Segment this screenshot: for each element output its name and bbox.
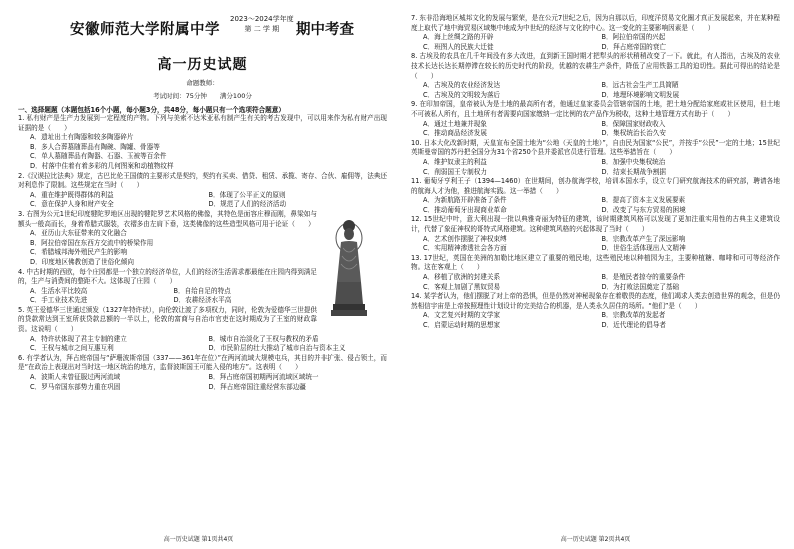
exam-info: 考试时间：75分钟 满分100分	[153, 92, 252, 100]
q14-option-b: B．宗教改革的发起者	[601, 311, 666, 320]
q8-option-d: D．地理环境影响文明发展	[601, 90, 680, 99]
q2-option-a: A．重在维护既得群体的利益	[30, 190, 114, 199]
q2-option-b: B．体现了公平正义的原则	[208, 190, 286, 199]
q13-option-a: A．移植了欧洲的封建关系	[423, 273, 501, 282]
q9-option-d: D．集权统治长治久安	[601, 129, 666, 138]
school-name: 安徽师范大学附属中学	[70, 21, 220, 38]
q5-options-row2	[30, 344, 387, 354]
q12-option-b: B．宗教改革产生了深远影响	[601, 234, 686, 243]
q14-option-c: C．启蒙运动时期的思想家	[423, 321, 501, 329]
q2-options-row1	[30, 191, 387, 201]
q4-options-row1	[30, 287, 317, 297]
section-heading: 一、选择题题（本题包括16个小题，每小题3分，共48分，每小题只有一个选项符合题意）	[18, 106, 285, 114]
q3-option-a: A．亚历山大东征带来的文化融合	[30, 229, 127, 238]
q11-option-b: B．提高了资本主义发展要素	[601, 196, 686, 205]
q13-option-d: D．为打败法国奠定了基础	[601, 282, 680, 291]
q13-option-c: C．客观上加剧了黑奴贸易	[423, 282, 501, 291]
q10-option-c: C．削弱国王专制权力	[423, 167, 487, 176]
q9-options-row2	[423, 129, 780, 139]
q14-options-row2	[423, 321, 780, 331]
q11-option-a: A．为新航路开辟准备了条件	[423, 196, 507, 205]
q14-options-row1	[423, 311, 780, 321]
q9-option-a: A．通过土地兼并现象	[423, 119, 487, 128]
q10-option-d: D．结束长期战争割据	[601, 167, 666, 176]
q7-option-d: D．拜占庭帝国的衰亡	[601, 42, 666, 51]
q1-option-c: C．单人墓随葬品有陶器、石器、玉被等百余件	[30, 152, 167, 161]
q13-options-row1	[423, 273, 780, 283]
q11-option-c: C．推动葡萄牙出现商业革命	[423, 205, 507, 214]
q5-option-c: C．王权与城市之间互惠互利	[30, 344, 114, 353]
q4-option-d: D．农耕经济水平高	[173, 296, 232, 305]
q10-options-row2	[423, 168, 780, 178]
question-5: 5. 英王爱德华三世通过颁发（1327年特许状），向伦敦让渡了多项权力，同时，伦敦为爱德华三世提供的贷款常达到王室所获贷款总额的一半以上，伦敦的富商与自治市官吏在这时期成为了王室的财政靠资。这说明（ ）	[18, 305, 317, 334]
page-footer-left: 高一历史试题 第1页共4页	[163, 536, 234, 543]
q13-option-b: B．是殖民者掠夺的重要条件	[601, 273, 686, 282]
q2-option-d: D．规范了人们的经济活动	[208, 200, 287, 209]
q7-options-row1	[423, 33, 780, 43]
question-10: 10. 日本大化改新时期，天皇宣布全国土地为“公地（天皇的土地）”，自由民为国家“公民”，并按手“公民”一定的土地；15世纪英斯曼帝国的苏丹把全国分为31个省250个县并委派官员进行管理。这些举措旨在（ ）	[411, 138, 780, 157]
question-8: 8. 古埃及的农具在几千年间没有多大改进，直到新王国时期才把犁头的形状稍稍改变了一下。就此，有人指出，古埃及的农业技术长达长达长期停滞在较长的历史时代的阶段，优越的农耕生产条件，降低了应用铁器工具的迫切性。据此可得出的结论是（ ）	[411, 52, 780, 80]
question-4: 4. 中古时期的西欧，每个庄园都是一个独立的经济单位，人们的经济生活需求都最能在庄园内得到满足的，生产与消费间的整距不大。这体现了庄园（ ）	[18, 267, 317, 286]
q7-option-b: B．阿拉伯帝国的兴起	[601, 33, 666, 42]
q5-options-row1	[30, 335, 387, 345]
q8-option-b: B．远古社会生产工具简陋	[601, 81, 679, 90]
setter-line: 命题教师：	[186, 79, 219, 87]
q11-option-d: D．改变了与东方贸易的困境	[601, 205, 686, 214]
q14-option-a: A．文艺复兴时期的文学家	[423, 311, 501, 320]
q12-option-a: A．艺术创作摆脱了神权束缚	[423, 234, 507, 243]
q5-option-d: D．市民阶层的壮大推动了城市自治与资本主义	[208, 344, 346, 353]
q12-options-row2	[423, 244, 780, 254]
question-7: 7. 东非沿海地区城邦文化的发展与繁荣，是在公元7世纪之后，因为自那以后，印度洋贸易文化圈才真正发展起来，并在某种程度上取代了地中海贸易区域集中地成为中世纪的经济与文化的中心。这一变化的主要影响因素是（ ）	[411, 14, 780, 32]
q9-options-row1	[423, 120, 780, 130]
question-6: 6. 有学者认为，拜占庭帝国与“萨珊波斯帝国（337——361年在位）”在两河流域大规模屯兵，其目的并非扩张、侵占领土，而是“在政治上表现出对当时这一地区统治的地方，监督波斯国王可能入侵的地方”。这表明（ ）	[18, 353, 387, 372]
question-2: 2.《汉谟拉比法典》规定，古巴比伦王国债的主要形式是契约，契约有买卖、借贷、租赁、承揽、寄存、合伙、雇佣等，法典还对利息作了限制。这些规定在当时（ ）	[18, 171, 387, 190]
q1-option-a: A．遗址出土有陶器和较多陶器碎片	[30, 133, 134, 142]
q6-option-b: B．拜占庭帝国初期两河流域区域统一	[208, 373, 319, 382]
q7-options-row2	[423, 43, 780, 53]
q8-options-row2	[423, 91, 780, 101]
question-1: 1. 私有财产是生产力发展到一定程度的产物。下列与美索不达米亚私有制产生有关的考古发现中，可以用来作为私有财产出现证据的是（ ）	[18, 114, 387, 132]
q2-options-row2	[30, 200, 387, 210]
q6-options-row1	[30, 373, 387, 383]
q14-option-d: D．近代理论的倡导者	[601, 321, 666, 329]
page-title: 高一历史试题	[157, 57, 248, 73]
q1-option-d: D．村落中住着有着多彩的几何图案和动植物纹样	[30, 161, 174, 170]
q4-options-row2	[30, 296, 317, 306]
q3-option-d: D．印度地区佛教创造了世俗化倾向	[30, 257, 134, 266]
q4-option-c: C．手工业技术先进	[30, 296, 88, 305]
q8-option-c: C．古埃及的文明较为落后	[423, 90, 501, 99]
question-13: 13. 17世纪，英国在美洲的加勒比地区建立了重要的殖民地，这些殖民地以种植园为主，主要种植糖、咖啡和可可等经济作物。这在客观上（ ）	[411, 253, 780, 272]
q11-options-row1	[423, 196, 780, 206]
question-11: 11. 葡萄牙亨利王子（1394—1460）在世期间，创办航海学校，培训本国水手，设立专门研究航海技术的研究部，聘请各地的航海人才为他，推进航海实践。这一举措（ ）	[411, 177, 780, 195]
page-right	[397, 0, 794, 549]
q3-option-b: B．阿拉伯帝国在东西方交流中的桥梁作用	[30, 238, 154, 247]
q12-option-c: C．实用精神渗透社会各方面	[423, 244, 507, 253]
question-9: 9. 在印加帝国，皇帝被认为是土地的最高所有者，他通过皇家委员会管辖帝国的土地，把土地分配给家庭或社区使用，但土地不可被私人所有，且土地所有者需要向国家缴纳一定比例的农产品作为税收，这种土地管理方式有助于（ ）	[411, 100, 780, 118]
q12-options-row1	[423, 235, 780, 245]
q9-option-c: C．推动商品经济发展	[423, 129, 487, 138]
q4-option-a: A．生活水平比较高	[30, 286, 88, 295]
page-footer-right: 高一历史试题 第2页共4页	[560, 536, 631, 543]
q4-option-b: B．自给自足的特点	[173, 286, 231, 295]
q3-option-c: C．希腊城邦海外殖民产生的影响	[30, 248, 127, 257]
q10-options-row1	[423, 158, 780, 168]
semester-line: 第 二 学 期	[244, 25, 280, 33]
question-14: 14. 某学者认为，他们摆脱了对上帝的恐惧，但是仍然对神秘现象存在着敬畏的态度，他们竭求人类去创造世界的观念，但是仍然相信宇宙是上帝按照理性计划设计的完美结合的机器，是人类永久居住的场所。“他们”是（ ）	[411, 292, 780, 310]
q13-options-row2	[423, 283, 780, 293]
q9-option-b: B．保障国家财政收入	[601, 119, 666, 128]
q6-option-a: A．波斯人未曾征服过两河流域	[30, 373, 121, 382]
academic-year	[230, 14, 294, 34]
top-spacer	[411, 0, 780, 14]
q8-option-a: A．古埃及的农业经济发达	[423, 81, 501, 90]
q10-option-a: A．维护奴隶主的利益	[423, 157, 487, 166]
q6-options-row2	[30, 383, 387, 393]
year-line: 2023～2024学年度	[230, 15, 294, 23]
q6-option-c: C．罗马帝国东部势力重在巩固	[30, 382, 121, 391]
q5-option-b: B．城市自治淡化了王权与教权的矛盾	[208, 334, 319, 343]
question-12: 12. 15世纪中叶，意大利出现一批以典雅奇丽为特征的建筑，该时期建筑风格可以发现了更加注重实用性的古典主义建筑设计，代替了象征神权的哥特式风格建筑。这种建筑风格的兴起体现了当时（ ）	[411, 215, 780, 234]
q2-option-c: C．意在保护人身和财产安全	[30, 200, 114, 209]
exam-header	[18, 14, 387, 48]
q7-option-a: A．海上丝绸之路的开辟	[423, 33, 494, 42]
q12-option-d: D．世俗生活体现出人文精神	[601, 244, 686, 253]
question-3: 3. 右图为公元1世纪印度犍陀罗地区出现的犍陀罗艺术风格的佛像，其特色是面容庄穆而刚，鼻梁如与额头一般高而长，身着希腊式服装，衣褶多由左肩下垂，这类佛像的这些造型风格可用于论证（ ）	[18, 209, 317, 228]
q10-option-b: B．加强中央集权统治	[601, 157, 666, 166]
q7-option-c: C．班图人的民族大迁徙	[423, 42, 494, 51]
exam-name: 期中考查	[296, 21, 354, 38]
buddha-statue-image	[323, 212, 375, 318]
q6-option-d: D．拜占庭帝国注重经营东部边疆	[208, 382, 306, 391]
q8-options-row1	[423, 81, 780, 91]
q1-option-b: B．多人合葬墓随葬品有陶碗、陶罐、骨器等	[30, 142, 160, 151]
q5-option-a: A．特许状体现了君主专制的建立	[30, 334, 127, 343]
